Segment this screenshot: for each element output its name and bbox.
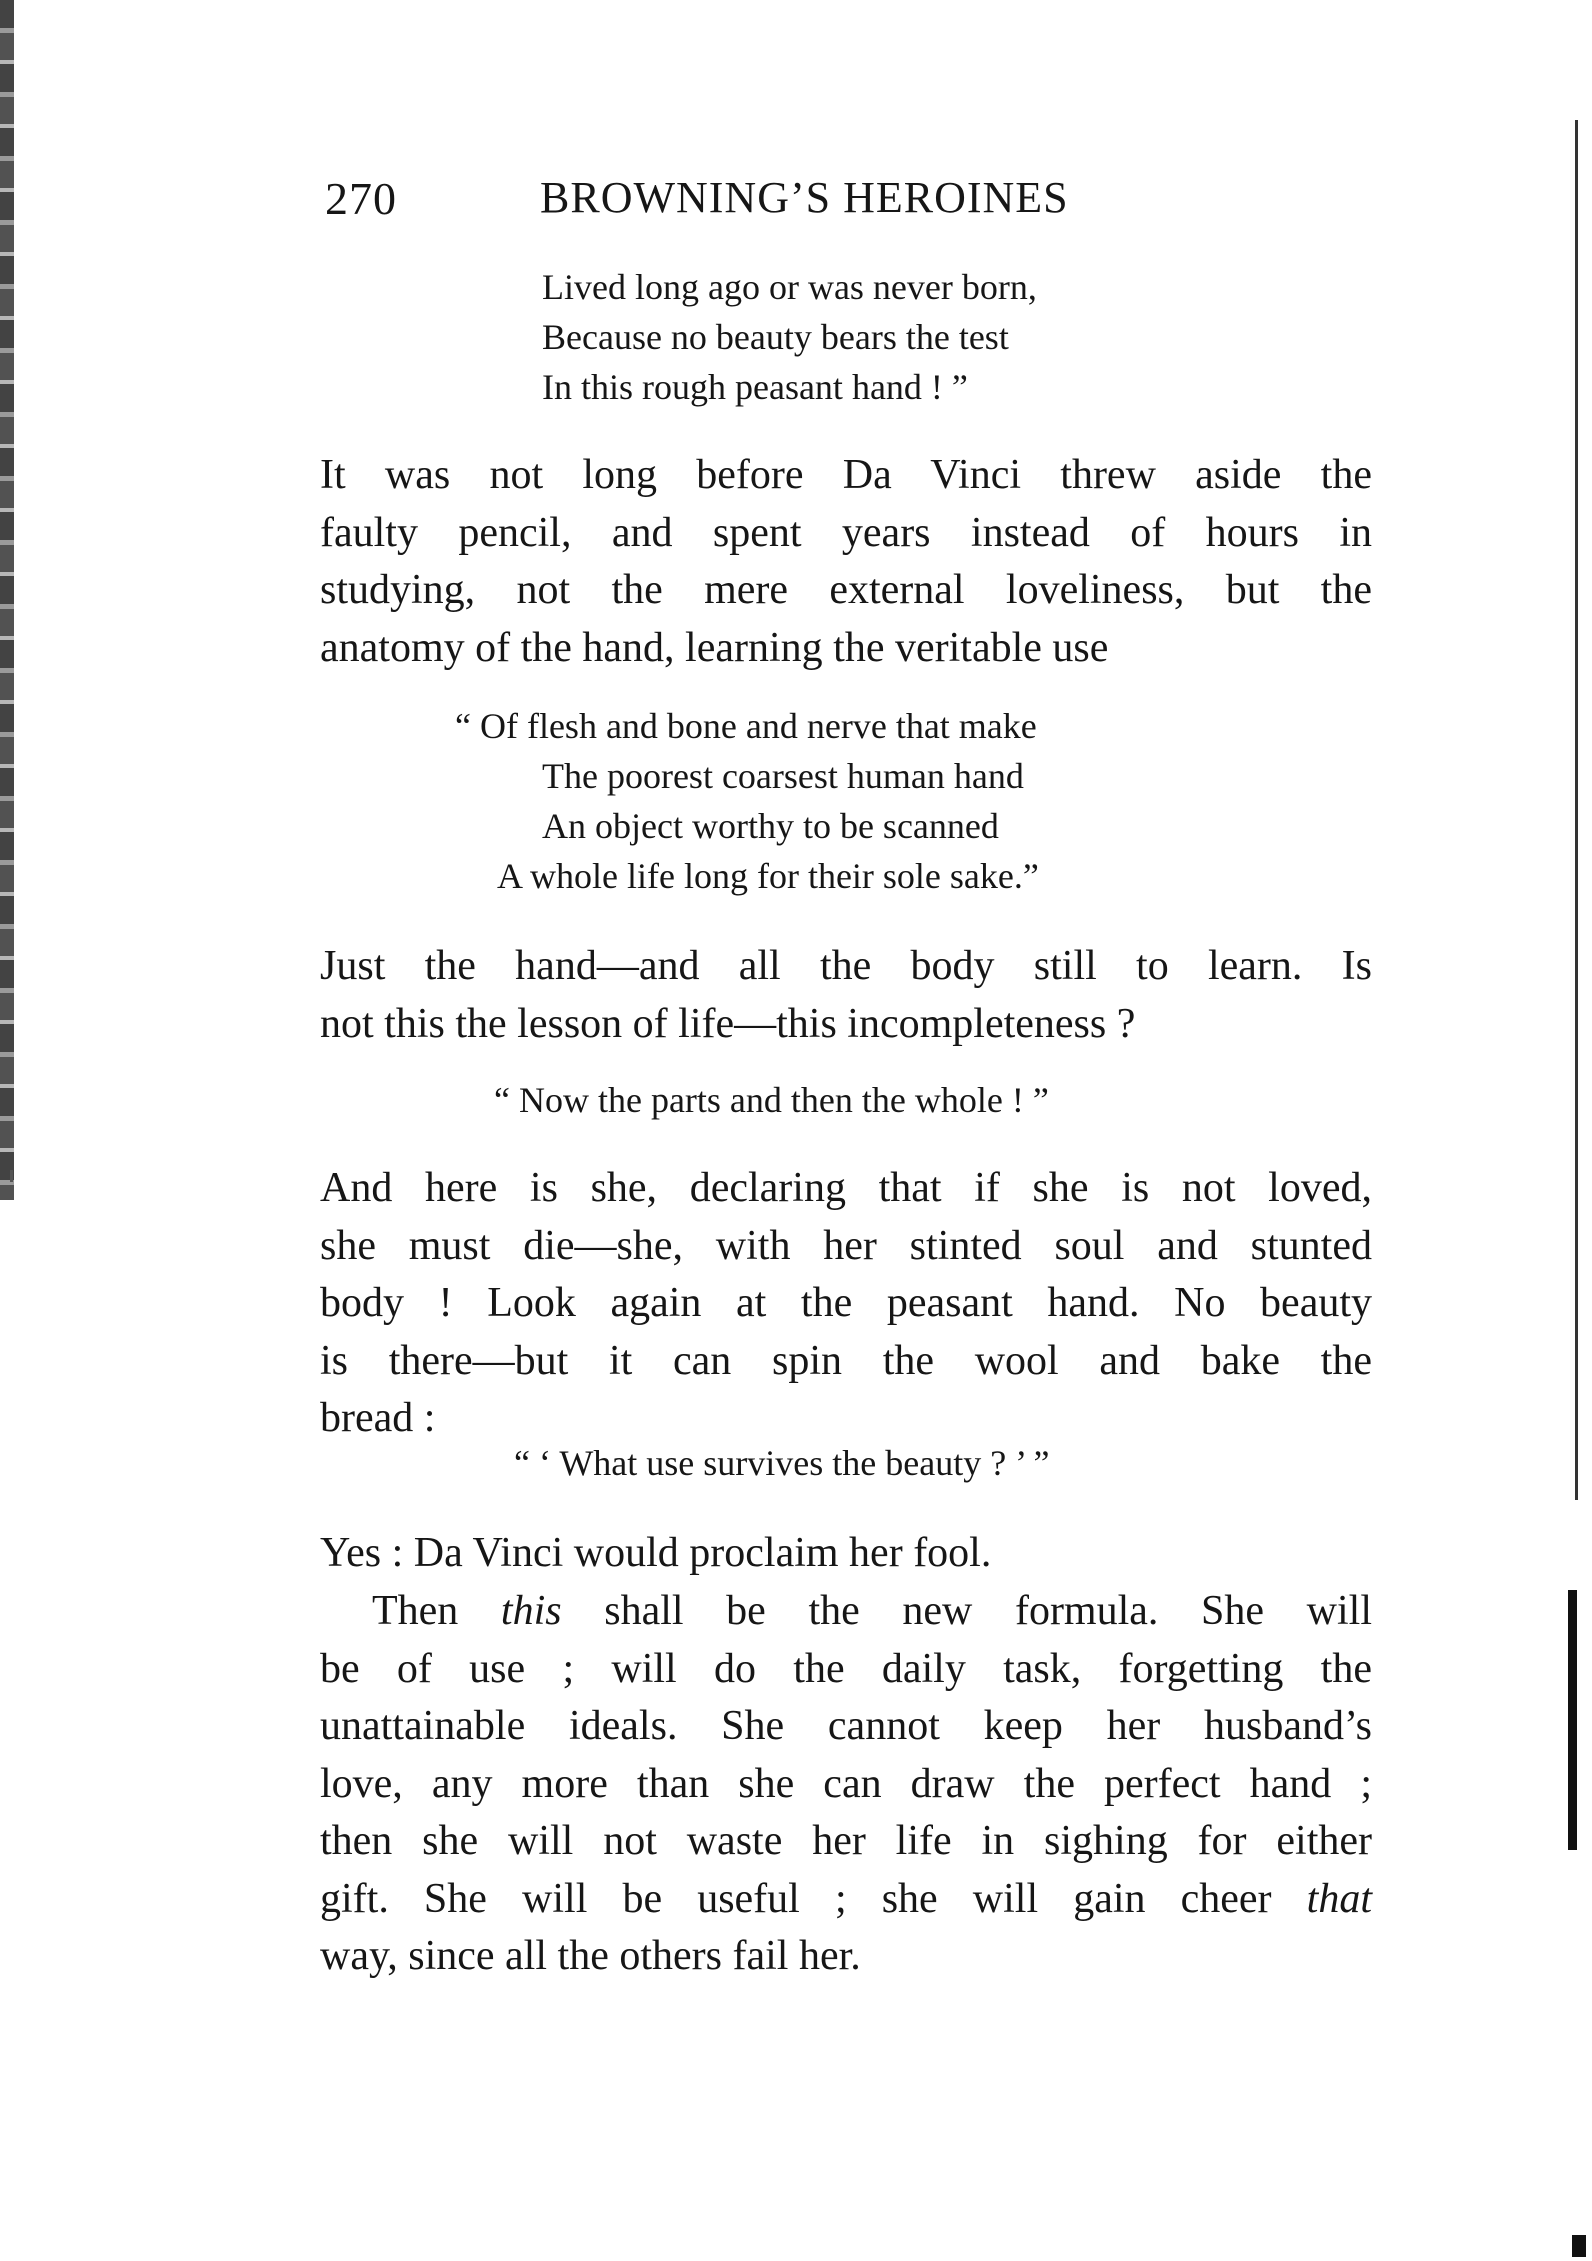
italic-word: this <box>500 1588 562 1634</box>
text-line: anatomy of the hand, learning the veritable use <box>320 624 1109 671</box>
text-line: not this the lesson of life—this incompleteness ? <box>320 1000 1136 1047</box>
text-line: Just the hand—and all the body still to learn. Is <box>320 943 1372 989</box>
text-line <box>320 1871 1372 1929</box>
text-run: gift. She will be useful ; she will gain cheer <box>320 1875 1307 1922</box>
verse-line: A whole life long for their sole sake.” <box>497 856 1039 896</box>
scan-edge-right-mark <box>1572 2235 1586 2257</box>
text-run: shall be the new formula. She will <box>561 1588 1372 1634</box>
verse-quote-3 <box>494 1075 1049 1125</box>
text-line: be of use ; will do the daily task, forgetting the <box>320 1645 1372 1692</box>
paragraph-2 <box>320 938 1372 1053</box>
text-line: then she will not waste her life in sighing for either <box>320 1818 1372 1864</box>
verse-line: “ ‘ What use survives the beauty ? ’ ” <box>514 1443 1050 1483</box>
verse-line: The poorest coarsest human hand <box>542 756 1024 796</box>
text-line: love, any more than she can draw the perfect hand ; <box>320 1760 1372 1807</box>
verse-line: Lived long ago or was never born, <box>542 267 1037 307</box>
text-line: bread : <box>320 1395 436 1441</box>
text-line <box>320 1583 1372 1641</box>
verse-line: Because no beauty bears the test <box>542 317 1009 357</box>
italic-word: that <box>1306 1875 1372 1922</box>
scan-edge-right-bar <box>1568 1590 1577 1850</box>
text-line: unattainable ideals. She cannot keep her husband’s <box>320 1703 1372 1749</box>
verse-quote-1 <box>542 262 1037 412</box>
page-header <box>325 172 1165 242</box>
page-number: 270 <box>325 173 397 224</box>
text-line: It was not long before Da Vinci threw aside the <box>320 452 1372 498</box>
paragraph-1 <box>320 447 1372 677</box>
paragraph-4 <box>320 1525 1372 1583</box>
verse-line: “ Now the parts and then the whole ! ” <box>494 1080 1049 1120</box>
scan-edge-left-mark <box>10 1170 13 1182</box>
text-run: Then <box>372 1588 501 1634</box>
text-line: And here is she, declaring that if she is not loved, <box>320 1165 1372 1211</box>
verse-line: An object worthy to be scanned <box>542 806 999 846</box>
verse-line: In this rough peasant hand ! ” <box>542 367 968 407</box>
running-title: BROWNING’S HEROINES <box>540 173 1069 222</box>
paragraph-3 <box>320 1160 1372 1448</box>
verse-quote-4 <box>514 1438 1049 1488</box>
text-line: Yes : Da Vinci would proclaim her fool. <box>320 1530 992 1576</box>
paragraph-5 <box>320 1583 1372 1986</box>
text-line: studying, not the mere external loveliness, but the <box>320 567 1372 613</box>
text-line: faulty pencil, and spent years instead of hours in <box>320 509 1372 556</box>
verse-quote-2 <box>0 701 1592 901</box>
text-line: is there—but it can spin the wool and bake the <box>320 1337 1372 1384</box>
scan-edge-left <box>0 0 14 1200</box>
verse-line: “ Of flesh and bone and nerve that make <box>455 706 1037 746</box>
text-line: way, since all the others fail her. <box>320 1933 861 1979</box>
text-line: she must die—she, with her stinted soul and stunted <box>320 1222 1372 1269</box>
text-line: body ! Look again at the peasant hand. No beauty <box>320 1280 1372 1326</box>
